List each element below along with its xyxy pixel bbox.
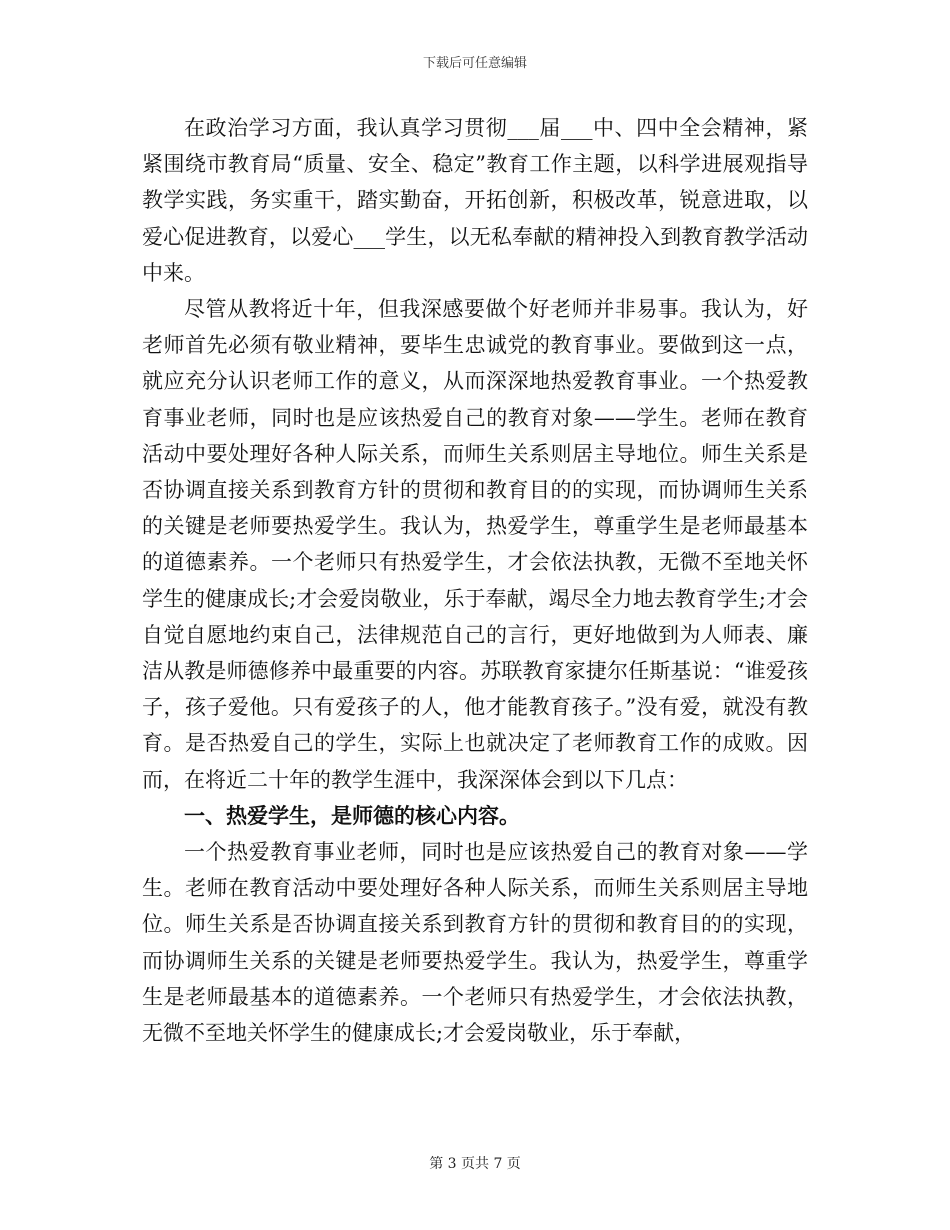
section-heading: 一、热爱学生，是师德的核心内容。 [184,802,520,828]
paragraph-love-students: 一个热爱教育事业老师，同时也是应该热爱自己的教育对象——学生。老师在教育活动中要处理好各种人际关系，而师生关系则居主导地位。师生关系是否协调直接关系到教育方针的贯彻和教育目的的实现，而协调师生关系的关键是老师要热爱学生。我认为，热爱学生，尊重学生是老师最基本的道德素养。一个老师只有热爱学生，才会依法执教，无微不至地关怀学生的健康成长;才会爱岗敬业，乐于奉献， [142,840,808,1046]
paragraph-political-study: 在政治学习方面，我认真学习贯彻___届___中、四中全会精神，紧紧围绕市教育局“质量、安全、稳定”教育工作主题，以科学进展观指导教学实践，务实重干，踏实勤奋，开拓创新，积极改革，锐意进取，以爱心促进教育，以爱心___学生，以无私奉献的精神投入到教育教学活动中来。 [142,116,808,285]
document-body [142,110,808,1051]
page-header: 下载后可任意编辑 [422,56,527,71]
paragraph-teaching-reflection: 尽管从教将近十年，但我深感要做个好老师并非易事。我认为，好老师首先必须有敬业精神，要毕生忠诚党的教育事业。要做到这一点，就应充分认识老师工作的意义，从而深深地热爱教育事业。一个热爱教育事业老师，同时也是应该热爱自己的教育对象——学生。老师在教育活动中要处理好各种人际关系，而师生关系则居主导地位。师生关系是否协调直接关系到教育方针的贯彻和教育目的的实现，而协调师生关系的关键是老师要热爱学生。我认为，热爱学生，尊重学生是老师最基本的道德素养。一个老师只有热爱学生，才会依法执教，无微不至地关怀学生的健康成长;才会爱岗敬业，乐于奉献，竭尽全力地去教育学生;才会自觉自愿地约束自己，法律规范自己的言行，更好地做到为人师表、廉洁从教是师德修养中最重要的内容。苏联教育家捷尔任斯基说：“谁爱孩子，孩子爱他。只有爱孩子的人，他才能教育孩子。”没有爱，就没有教育。是否热爱自己的学生，实际上也就决定了老师教育工作的成败。因而，在将近二十年的教学生涯中，我深深体会到以下几点： [142,297,808,792]
page-number: 第 3 页共 7 页 [429,1156,521,1172]
